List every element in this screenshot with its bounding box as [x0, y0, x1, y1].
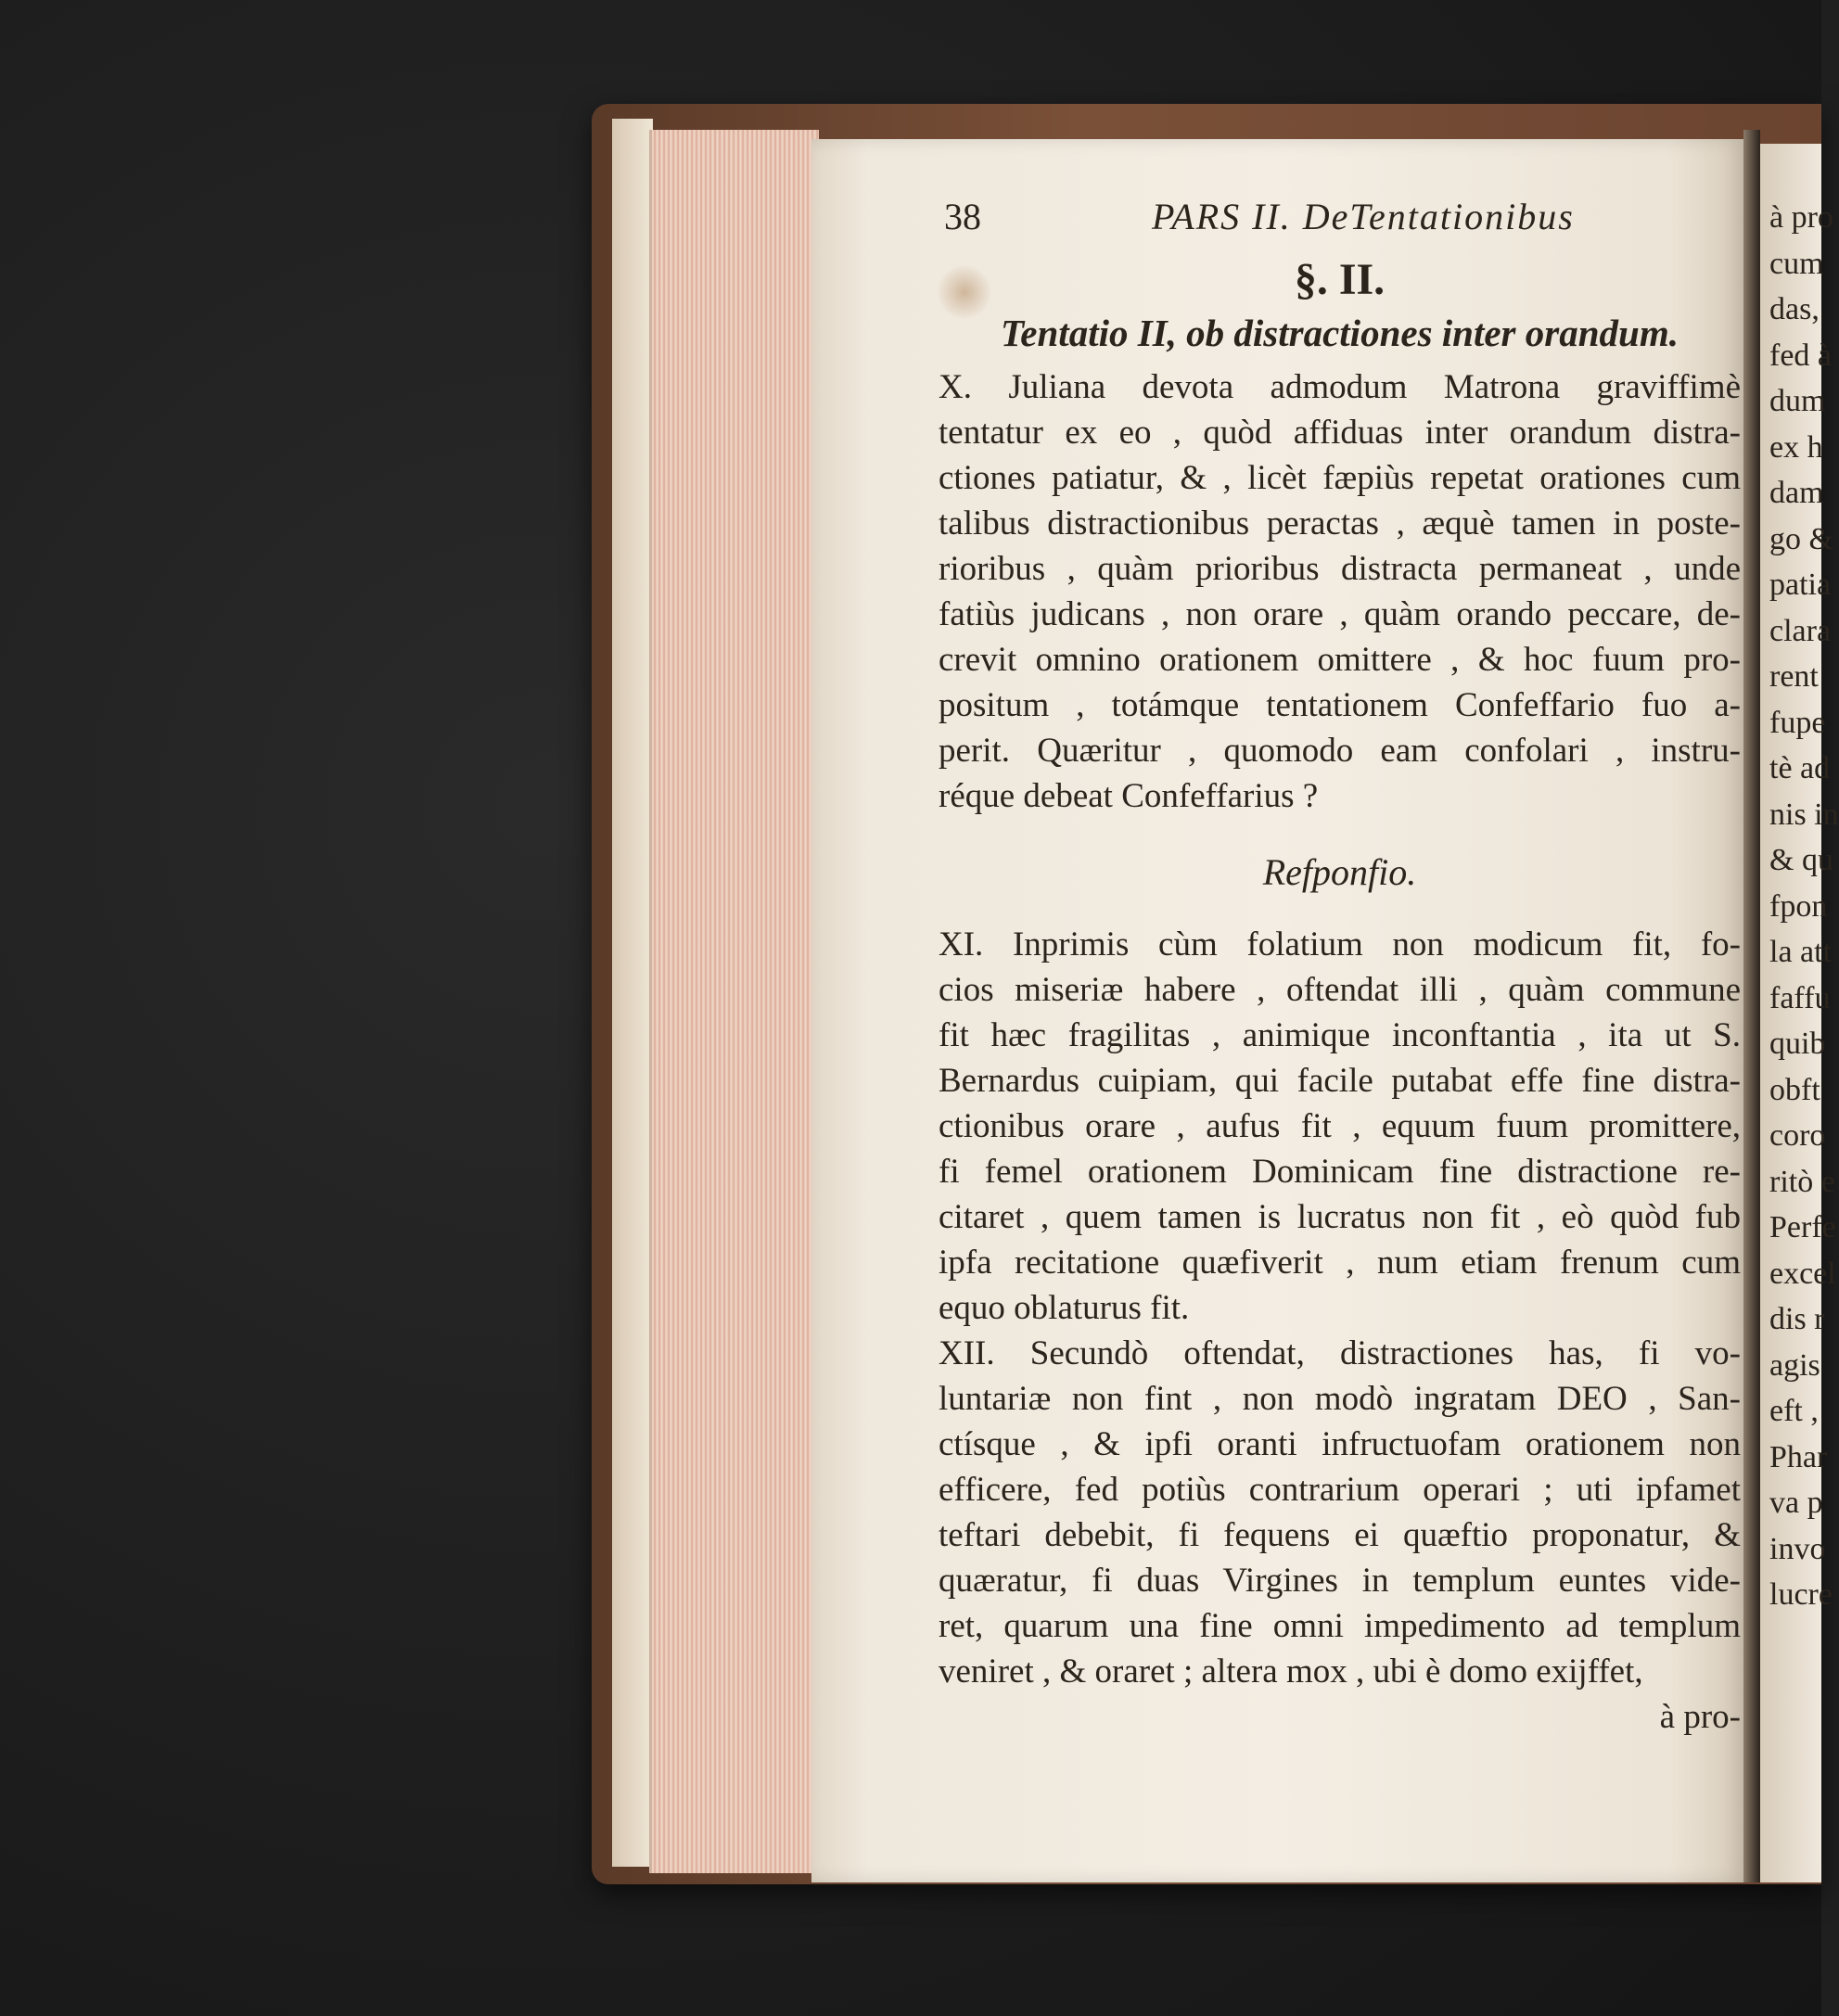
text-line: XI. Inprimis cùm folatium non modicum fit, fo- [939, 925, 1741, 963]
text-line: XII. Secundò oftendat, distractiones has, fi vo- [939, 1334, 1741, 1372]
facing-page-fragment: fupe [1769, 705, 1826, 740]
text-line: rioribus , quàm prioribus distracta permaneat , unde [939, 550, 1741, 588]
text-line: positum , totámque tentationem Confeffario fuo a- [939, 686, 1741, 724]
facing-page-fragment: excel [1769, 1256, 1836, 1291]
facing-page-fragment: nis in [1769, 797, 1839, 832]
text-line: crevit omnino orationem omittere , & hoc fuum pro- [939, 641, 1741, 679]
text-line: teftari debebit, fi fequens ei quæftio proponatur, & [939, 1516, 1741, 1554]
text-line: quæratur, fi duas Virgines in templum euntes vide- [939, 1562, 1741, 1600]
text-line: fatiùs judicans , non orare , quàm orando peccare, de- [939, 595, 1741, 633]
facing-page-fragment: fpon [1769, 888, 1828, 924]
facing-page-fragment: fed à [1769, 338, 1833, 373]
text-line: fit hæc fragilitas , animique inconftantia , ita ut S. [939, 1016, 1741, 1054]
page-text [939, 195, 1741, 1740]
facing-page-fragment: Perfe [1769, 1210, 1836, 1244]
text-line: ctiones patiatur, & , licèt fæpiùs repetat orationes cum [939, 459, 1741, 497]
question-paragraph [939, 364, 1741, 819]
page-number: 38 [944, 196, 981, 237]
second-paragraph [939, 1331, 1741, 1694]
facing-page-fragment: eft , [1769, 1394, 1819, 1428]
text-line: ctísque , & ipfi oranti infructuofam orationem non [939, 1425, 1741, 1463]
facing-page-fragment: ex h [1769, 429, 1823, 465]
text-line: ret, quarum una fine omni impedimento ad templum [939, 1607, 1741, 1645]
facing-page-fragment: dum [1769, 384, 1826, 418]
facing-page-fragment: agis [1769, 1347, 1820, 1383]
facing-page-fragment: dis r [1769, 1302, 1825, 1336]
section-heading: Tentatio II, ob distractiones inter orandum. [1001, 312, 1679, 354]
facing-page [1760, 144, 1839, 1882]
facing-page-fragment: coro [1769, 1118, 1826, 1153]
text-line: Bernardus cuipiam, qui facile putabat effe fine distra- [939, 1062, 1741, 1100]
text-line: cios miseriæ habere , oftendat illi , quàm commune [939, 971, 1741, 1009]
text-line: tentatur ex eo , quòd affiduas inter orandum distra- [939, 414, 1741, 452]
facing-page-text [1769, 195, 1839, 1618]
facing-page-fragment: faffu [1769, 980, 1831, 1015]
book-gutter [1743, 130, 1760, 1882]
text-line: talibus distractionibus peractas , æquè tamen in poste- [939, 504, 1741, 542]
catchword: à pro- [1659, 1698, 1741, 1736]
text-line: X. Juliana devota admodum Matrona graviffimè [939, 368, 1741, 406]
facing-page-fragment: obft [1769, 1072, 1820, 1107]
running-head [939, 195, 1741, 250]
text-line: efficere, fed potiùs contrarium operari ; uti ipfamet [939, 1471, 1741, 1509]
running-title: PARS II. DeTentationibus [1152, 196, 1575, 237]
text-line: luntariæ non fint , non modò ingratam DEO , San- [939, 1380, 1741, 1418]
facing-page-fragment: das, [1769, 292, 1820, 326]
facing-page-fragment: go & [1769, 521, 1833, 556]
book-left-board [612, 119, 653, 1867]
text-line: citaret , quem tamen is lucratus non fit , eò quòd fub [939, 1198, 1741, 1236]
facing-page-fragment: clara [1769, 613, 1832, 648]
facing-page-fragment: patia [1769, 568, 1832, 602]
response-paragraph [939, 922, 1741, 1331]
text-line: fi femel orationem Dominicam fine distractione re- [939, 1153, 1741, 1191]
facing-page-fragment: rent [1769, 659, 1819, 694]
text-line: veniret , & oraret ; altera mox , ubi è domo exijffet, [939, 1652, 1643, 1691]
text-line: réque debeat Confeffarius ? [939, 777, 1319, 815]
facing-page-fragment: dam [1769, 476, 1824, 510]
facing-page-fragment: la att [1769, 935, 1833, 969]
facing-page-fragment: à pro [1769, 200, 1833, 235]
facing-page-fragment: invo [1769, 1531, 1826, 1566]
facing-page-fragment: & qu [1769, 843, 1833, 877]
facing-page-fragment: tè ad [1769, 751, 1831, 785]
facing-page-fragment: quib [1769, 1027, 1826, 1061]
facing-page-fragment: Phar [1769, 1439, 1828, 1474]
facing-page-fragment: cum [1769, 246, 1824, 281]
text-line: ctionibus orare , aufus fit , equum fuum promittere, [939, 1107, 1741, 1145]
facing-page-fragment: ritò e [1769, 1164, 1835, 1199]
text-line: perit. Quæritur , quomodo eam confolari , instru- [939, 732, 1741, 770]
response-heading: Refponfio. [1262, 851, 1417, 893]
facing-page-fragment: va p [1769, 1486, 1823, 1520]
facing-page-fragment: lucre [1769, 1577, 1833, 1612]
text-line: equo oblaturus fit. [939, 1289, 1190, 1327]
section-number: §. II. [1294, 255, 1386, 304]
text-line: ipfa recitatione quæfiverit , num etiam frenum cum [939, 1244, 1741, 1282]
page-edges [649, 130, 819, 1873]
